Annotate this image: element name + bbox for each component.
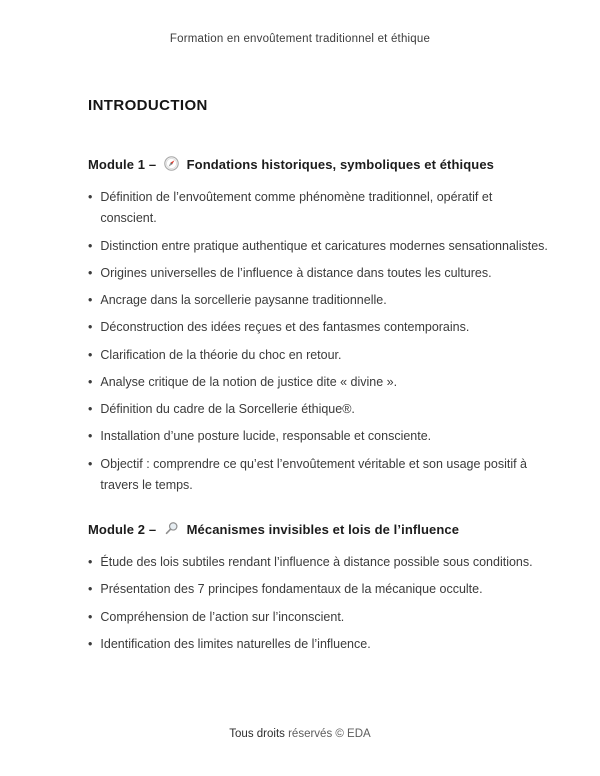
bullet-text: Déconstruction des idées reçues et des fantasmes contemporains. bbox=[100, 320, 470, 335]
module-2-bullet-list bbox=[88, 552, 550, 655]
list-item bbox=[88, 634, 550, 655]
bullet-icon: • bbox=[88, 402, 93, 416]
list-item bbox=[88, 399, 550, 420]
page-title: INTRODUCTION bbox=[88, 97, 208, 114]
list-item bbox=[88, 187, 550, 230]
bullet-text: Identification des limites naturelles de l’influence. bbox=[100, 636, 371, 651]
list-item bbox=[88, 454, 550, 497]
bullet-text: Définition du cadre de la Sorcellerie éthique®. bbox=[100, 402, 355, 416]
bullet-icon: • bbox=[88, 265, 93, 280]
bullet-icon: • bbox=[88, 555, 93, 569]
bullet-text: Présentation des 7 principes fondamentaux de la mécanique occulte. bbox=[100, 582, 483, 597]
bullet-icon: • bbox=[88, 582, 93, 597]
document-footer bbox=[0, 728, 600, 740]
bullet-icon: • bbox=[88, 609, 93, 624]
bullet-icon: • bbox=[88, 320, 93, 335]
module-1-title: Fondations historiques, symboliques et éthiques bbox=[186, 157, 494, 172]
bullet-text: Analyse critique de la notion de justice dite « divine ». bbox=[100, 374, 398, 389]
bullet-text: Compréhension de l’action sur l’inconscient. bbox=[100, 609, 345, 624]
bullet-text: Distinction entre pratique authentique et caricatures modernes sensationnalistes. bbox=[100, 238, 548, 253]
bullet-icon: • bbox=[88, 429, 93, 444]
compass-icon bbox=[164, 156, 179, 171]
list-item bbox=[88, 290, 550, 311]
list-item bbox=[88, 345, 550, 366]
bullet-text: Clarification de la théorie du choc en retour. bbox=[100, 347, 342, 362]
bullet-text: Étude des lois subtiles rendant l’influence à distance possible sous conditions. bbox=[100, 555, 533, 569]
module-1-bullet-list bbox=[88, 187, 550, 496]
bullet-text: Définition de l’envoûtement comme phénomène traditionnel, opératif et conscient. bbox=[100, 190, 493, 226]
bullet-icon: • bbox=[88, 636, 93, 651]
module-2-heading bbox=[88, 521, 550, 537]
document-header: Formation en envoûtement traditionnel et éthique bbox=[169, 33, 431, 45]
bullet-icon: • bbox=[88, 347, 93, 362]
bullet-icon: • bbox=[88, 374, 93, 389]
footer-text-right: réservés © EDA bbox=[288, 728, 371, 740]
list-item bbox=[88, 579, 550, 600]
bullet-text: Objectif : comprendre ce qu’est l’envoûtement véritable et son usage positif à travers le temps. bbox=[100, 456, 528, 492]
bullet-text: Origines universelles de l’influence à distance dans toutes les cultures. bbox=[100, 265, 492, 280]
bullet-icon: • bbox=[88, 456, 93, 471]
module-1-prefix: Module 1 – bbox=[88, 157, 157, 172]
bullet-icon: • bbox=[88, 190, 93, 204]
magnifying-glass-icon bbox=[164, 521, 179, 536]
bullet-icon: • bbox=[88, 238, 93, 253]
list-item bbox=[88, 607, 550, 628]
document-content bbox=[88, 97, 550, 661]
list-item bbox=[88, 552, 550, 573]
bullet-icon: • bbox=[88, 293, 93, 307]
module-1-heading bbox=[88, 156, 550, 172]
list-item bbox=[88, 263, 550, 284]
footer-text-left: Tous droits bbox=[229, 728, 285, 740]
module-2-title: Mécanismes invisibles et lois de l’influence bbox=[186, 522, 460, 537]
bullet-text: Ancrage dans la sorcellerie paysanne traditionnelle. bbox=[100, 293, 387, 307]
list-item bbox=[88, 372, 550, 393]
list-item bbox=[88, 317, 550, 338]
module-2-prefix: Module 2 – bbox=[88, 522, 157, 537]
bullet-text: Installation d’une posture lucide, responsable et consciente. bbox=[100, 429, 432, 444]
list-item bbox=[88, 426, 550, 447]
list-item bbox=[88, 236, 550, 257]
